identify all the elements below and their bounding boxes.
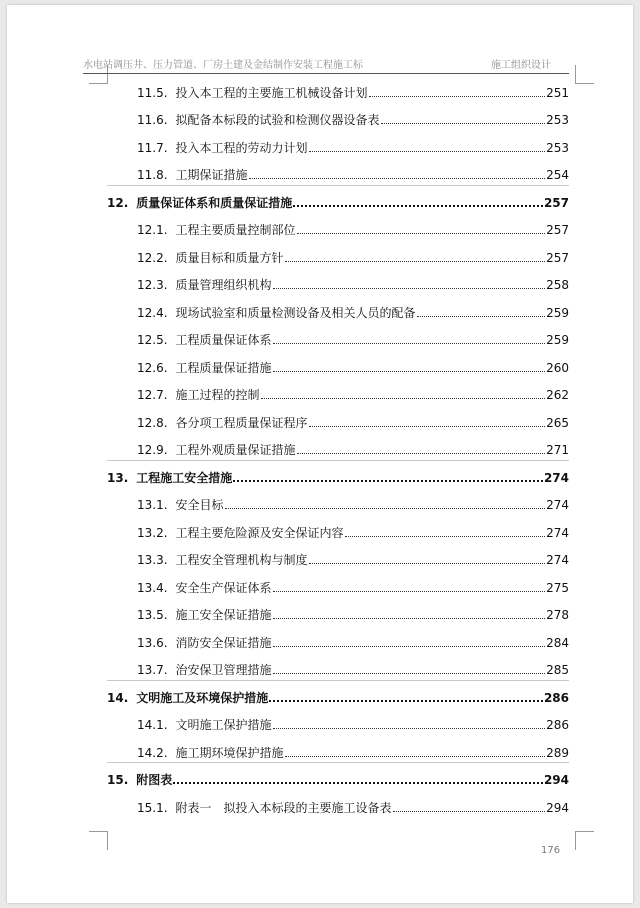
toc-entry-number: 11.7. bbox=[137, 141, 168, 155]
toc-entry-page: 274 bbox=[546, 553, 569, 567]
toc-dot-leader bbox=[369, 95, 546, 97]
toc-entry-page: 254 bbox=[546, 168, 569, 182]
toc-entry-title: 施工安全保证措施 bbox=[175, 608, 272, 622]
toc-dot-leader bbox=[273, 617, 546, 619]
toc-entry-page: 259 bbox=[546, 333, 569, 347]
toc-entry-title: 附表一 拟投入本标段的主要施工设备表 bbox=[175, 801, 392, 815]
toc-subsection-entry[interactable] bbox=[137, 602, 569, 622]
toc-entry-title: 投入本工程的主要施工机械设备计划 bbox=[175, 86, 368, 100]
toc-dot-leader bbox=[309, 150, 546, 152]
toc-dot-leader bbox=[393, 810, 546, 812]
toc-entry-title: 治安保卫管理措施 bbox=[175, 663, 272, 677]
toc-dot-leader bbox=[309, 425, 546, 427]
toc-entry-page: 251 bbox=[546, 86, 569, 100]
toc-entry-number: 12. bbox=[107, 196, 129, 210]
toc-entry-number: 12.8. bbox=[137, 416, 168, 430]
toc-entry-page: 271 bbox=[546, 443, 569, 457]
toc-dot-leader bbox=[233, 479, 543, 482]
toc-entry-page: 278 bbox=[546, 608, 569, 622]
toc-entry-page: 257 bbox=[546, 223, 569, 237]
toc-entry-number: 12.4. bbox=[137, 306, 168, 320]
toc-entry-page: 286 bbox=[546, 718, 569, 732]
toc-entry-title: 附图表 bbox=[136, 773, 173, 787]
toc-dot-leader bbox=[273, 645, 546, 647]
toc-entry-number: 11.5. bbox=[137, 86, 168, 100]
toc-entry-title: 工程安全管理机构与制度 bbox=[175, 553, 308, 567]
toc-dot-leader bbox=[345, 535, 546, 537]
toc-dot-leader bbox=[273, 672, 546, 674]
toc-entry-number: 13.3. bbox=[137, 553, 168, 567]
toc-subsection-entry[interactable] bbox=[137, 245, 569, 265]
page-number: 176 bbox=[541, 845, 561, 856]
toc-entry-number: 13.7. bbox=[137, 663, 168, 677]
toc-entry-number: 13.5. bbox=[137, 608, 168, 622]
toc-entry-number: 15.1. bbox=[137, 801, 168, 815]
toc-entry-page: 253 bbox=[546, 141, 569, 155]
toc-entry-number: 12.5. bbox=[137, 333, 168, 347]
toc-dot-leader bbox=[273, 287, 546, 289]
toc-entry-title: 工程施工安全措施 bbox=[136, 471, 233, 485]
toc-subsection-entry[interactable] bbox=[137, 272, 569, 292]
toc-subsection-entry[interactable] bbox=[137, 162, 569, 182]
toc-dot-leader bbox=[293, 204, 543, 207]
toc-entry-number: 12.9. bbox=[137, 443, 168, 457]
toc-entry-page: 294 bbox=[543, 773, 569, 787]
header-project-title: 水电站调压井、压力管道、厂房土建及金结制作安装工程施工标 bbox=[83, 60, 363, 71]
toc-entry-page: 274 bbox=[546, 498, 569, 512]
toc-entry-title: 拟配备本标段的试验和检测仪器设备表 bbox=[175, 113, 380, 127]
toc-subsection-entry[interactable] bbox=[137, 107, 569, 127]
toc-subsection-entry[interactable] bbox=[137, 327, 569, 347]
toc-subsection-entry[interactable] bbox=[137, 740, 569, 760]
toc-entry-number: 11.6. bbox=[137, 113, 168, 127]
toc-dot-leader bbox=[261, 397, 546, 399]
toc-entry-page: 286 bbox=[543, 691, 569, 705]
toc-entry-title: 安全目标 bbox=[175, 498, 224, 512]
toc-section-entry[interactable] bbox=[107, 190, 569, 210]
toc-entry-page: 265 bbox=[546, 416, 569, 430]
toc-entry-title: 质量管理组织机构 bbox=[175, 278, 272, 292]
toc-subsection-entry[interactable] bbox=[137, 492, 569, 512]
toc-entry-page: 258 bbox=[546, 278, 569, 292]
toc-entry-page: 260 bbox=[546, 361, 569, 375]
toc-dot-leader bbox=[297, 232, 546, 234]
toc-entry-number: 12.3. bbox=[137, 278, 168, 292]
toc-section-entry[interactable] bbox=[107, 465, 569, 485]
toc-subsection-entry[interactable] bbox=[137, 80, 569, 100]
toc-entry-number: 12.1. bbox=[137, 223, 168, 237]
toc-entry-title: 工程主要质量控制部位 bbox=[175, 223, 296, 237]
toc-entry-number: 13.1. bbox=[137, 498, 168, 512]
toc-dot-leader bbox=[225, 507, 546, 509]
toc-entry-number: 13.6. bbox=[137, 636, 168, 650]
section-divider bbox=[107, 460, 569, 461]
toc-subsection-entry[interactable] bbox=[137, 135, 569, 155]
toc-subsection-entry[interactable] bbox=[137, 575, 569, 595]
toc-entry-page: 284 bbox=[546, 636, 569, 650]
toc-subsection-entry[interactable] bbox=[137, 795, 569, 815]
toc-entry-number: 14.1. bbox=[137, 718, 168, 732]
toc-entry-number: 12.2. bbox=[137, 251, 168, 265]
toc-entry-page: 257 bbox=[546, 251, 569, 265]
toc-entry-number: 15. bbox=[107, 773, 129, 787]
toc-entry-title: 投入本工程的劳动力计划 bbox=[175, 141, 308, 155]
toc-entry-title: 工程主要危险源及安全保证内容 bbox=[175, 526, 344, 540]
section-divider bbox=[107, 762, 569, 763]
toc-entry-page: 274 bbox=[543, 471, 569, 485]
toc-dot-leader bbox=[269, 699, 543, 702]
toc-dot-leader bbox=[285, 755, 546, 757]
toc-entry-title: 消防安全保证措施 bbox=[175, 636, 272, 650]
crop-mark-bottom-left bbox=[89, 831, 108, 850]
toc-subsection-entry[interactable] bbox=[137, 355, 569, 375]
toc-dot-leader bbox=[273, 370, 546, 372]
toc-entry-title: 文明施工保护措施 bbox=[175, 718, 272, 732]
toc-dot-leader bbox=[273, 342, 546, 344]
toc-entry-title: 施工过程的控制 bbox=[175, 388, 260, 402]
toc-entry-page: 257 bbox=[543, 196, 569, 210]
toc-entry-number: 14.2. bbox=[137, 746, 168, 760]
toc-dot-leader bbox=[273, 590, 546, 592]
toc-entry-page: 275 bbox=[546, 581, 569, 595]
section-divider bbox=[107, 680, 569, 681]
toc-subsection-entry[interactable] bbox=[137, 300, 569, 320]
toc-entry-title: 质量目标和质量方针 bbox=[175, 251, 284, 265]
toc-section-entry[interactable] bbox=[107, 685, 569, 705]
toc-entry-title: 工程外观质量保证措施 bbox=[175, 443, 296, 457]
toc-subsection-entry[interactable] bbox=[137, 547, 569, 567]
toc-entry-page: 285 bbox=[546, 663, 569, 677]
toc-subsection-entry[interactable] bbox=[137, 437, 569, 457]
toc-dot-leader bbox=[309, 562, 546, 564]
toc-subsection-entry[interactable] bbox=[137, 410, 569, 430]
toc-dot-leader bbox=[417, 315, 546, 317]
toc-entry-number: 14. bbox=[107, 691, 129, 705]
toc-entry-title: 现场试验室和质量检测设备及相关人员的配备 bbox=[175, 306, 416, 320]
toc-subsection-entry[interactable] bbox=[137, 657, 569, 677]
crop-mark-bottom-right bbox=[575, 831, 594, 850]
toc-subsection-entry[interactable] bbox=[137, 520, 569, 540]
toc-dot-leader bbox=[381, 122, 546, 124]
toc-entry-title: 工程质量保证体系 bbox=[175, 333, 272, 347]
toc-entry-title: 安全生产保证体系 bbox=[175, 581, 272, 595]
toc-entry-page: 289 bbox=[546, 746, 569, 760]
toc-dot-leader bbox=[173, 781, 543, 784]
toc-dot-leader bbox=[285, 260, 546, 262]
toc-dot-leader bbox=[297, 452, 546, 454]
toc-entry-page: 259 bbox=[546, 306, 569, 320]
page-header bbox=[83, 52, 569, 74]
toc-subsection-entry[interactable] bbox=[137, 630, 569, 650]
toc-dot-leader bbox=[249, 177, 546, 179]
toc-subsection-entry[interactable] bbox=[137, 382, 569, 402]
toc-entry-number: 12.7. bbox=[137, 388, 168, 402]
toc-entry-title: 各分项工程质量保证程序 bbox=[175, 416, 308, 430]
toc-entry-title: 工程质量保证措施 bbox=[175, 361, 272, 375]
toc-entry-number: 13. bbox=[107, 471, 129, 485]
toc-section-entry[interactable] bbox=[107, 767, 569, 787]
toc-subsection-entry[interactable] bbox=[137, 712, 569, 732]
crop-mark-top-right bbox=[575, 65, 594, 84]
toc-dot-leader bbox=[273, 727, 546, 729]
toc-entry-number: 12.6. bbox=[137, 361, 168, 375]
toc-entry-page: 253 bbox=[546, 113, 569, 127]
toc-subsection-entry[interactable] bbox=[137, 217, 569, 237]
toc-entry-number: 11.8. bbox=[137, 168, 168, 182]
header-document-type: 施工组织设计 bbox=[491, 60, 551, 71]
toc-entry-title: 质量保证体系和质量保证措施 bbox=[136, 196, 293, 210]
toc-entry-title: 工期保证措施 bbox=[175, 168, 248, 182]
toc-entry-page: 262 bbox=[546, 388, 569, 402]
toc-entry-number: 13.2. bbox=[137, 526, 168, 540]
toc-entry-page: 274 bbox=[546, 526, 569, 540]
section-divider bbox=[107, 185, 569, 186]
toc-entry-page: 294 bbox=[546, 801, 569, 815]
toc-entry-title: 施工期环境保护措施 bbox=[175, 746, 284, 760]
toc-entry-number: 13.4. bbox=[137, 581, 168, 595]
toc-entry-title: 文明施工及环境保护措施 bbox=[136, 691, 269, 705]
